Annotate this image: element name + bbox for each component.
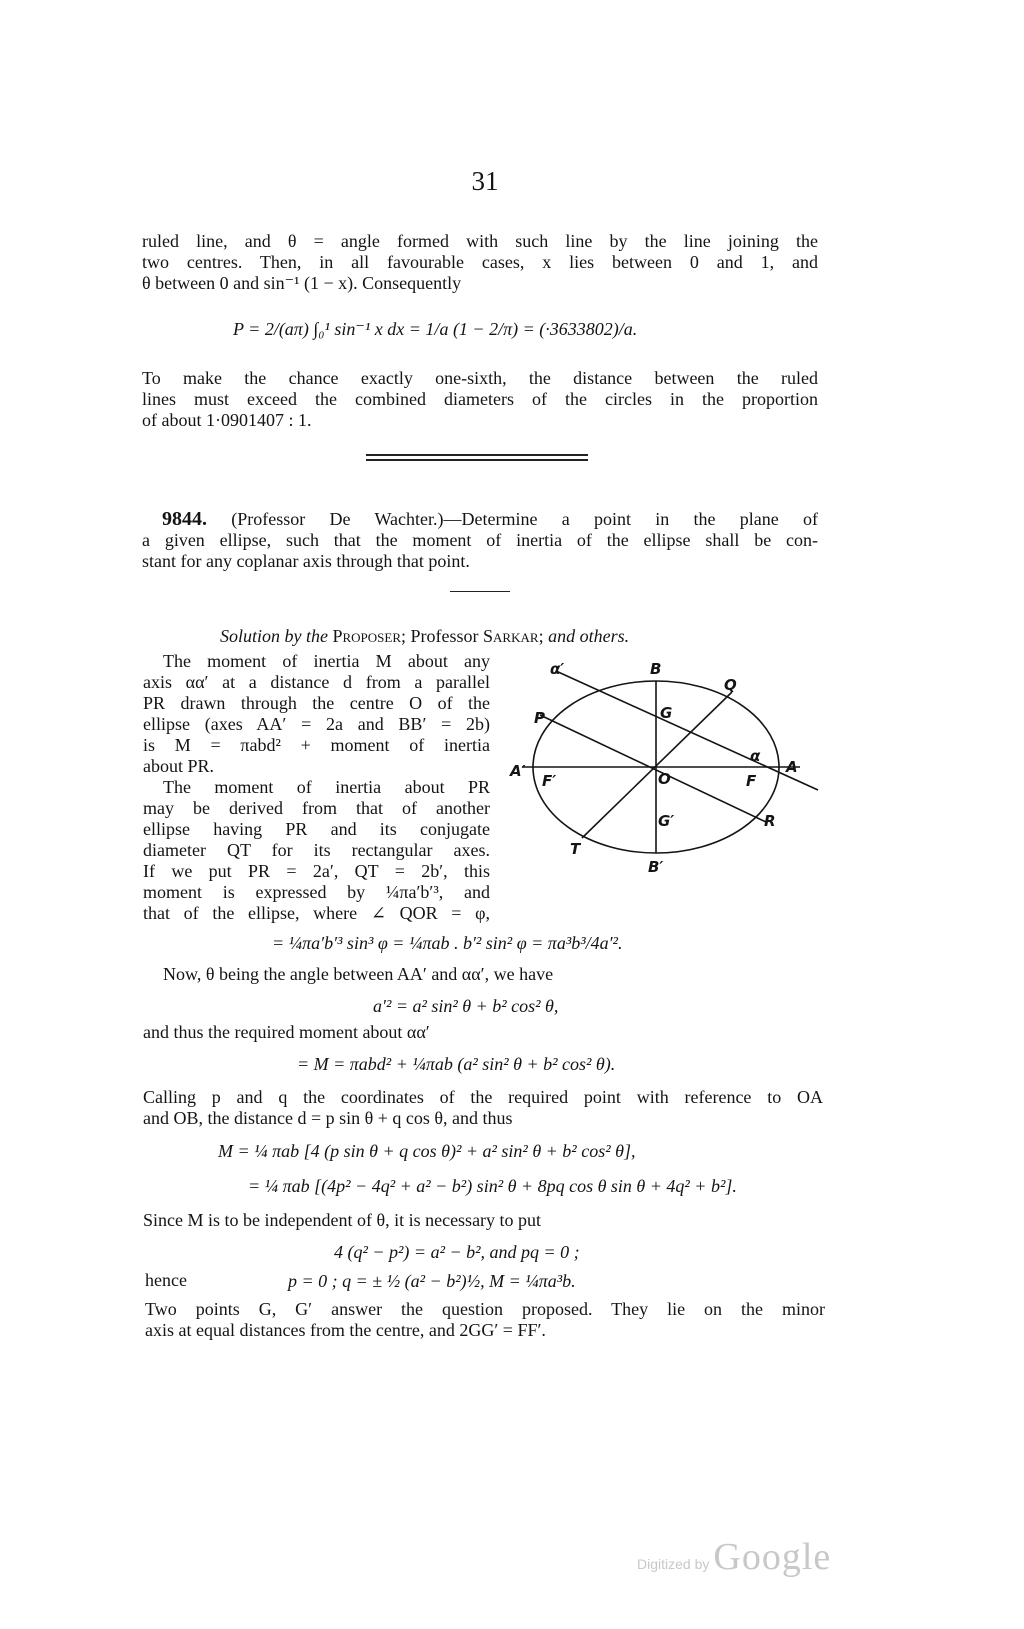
problem-text-1: —Determine a point in the plane of: [443, 509, 819, 529]
hence-text: hence: [145, 1270, 187, 1290]
problem-line-3: stant for any coplanar axis through that point.: [142, 551, 470, 571]
sol-line-13: that of the ellipse, where ∠ QOR = φ,: [143, 903, 490, 923]
label-B-prime: B′: [648, 858, 664, 876]
equation-3: = M = πabd² + ¼πab (a² sin² θ + b² cos² θ).: [297, 1054, 616, 1074]
sol-line-6: about PR.: [143, 756, 215, 776]
label-alpha: α: [750, 747, 761, 765]
axis-alpha-alpha: [556, 671, 818, 790]
label-alpha-prime: α′: [550, 660, 565, 678]
label-F-prime: F′: [542, 772, 557, 790]
equation-5: = ¼ πab [(4p² − 4q² + a² − b²) sin² θ + 8pq cos θ sin θ + 4q² + b²].: [248, 1176, 737, 1196]
now-line: [163, 964, 823, 985]
heading-sep-2: ;: [538, 626, 544, 646]
digitized-watermark: [637, 1535, 831, 1579]
final-line-1: Two points G, G′ answer the question proposed. They lie on the minor: [145, 1299, 825, 1319]
label-B: B: [650, 660, 662, 678]
label-T: T: [570, 840, 581, 858]
sol-line-11: If we put PR = 2a′, QT = 2b′, this: [143, 861, 490, 881]
calling-paragraph: [143, 1087, 823, 1129]
equation-2: a′² = a² sin² θ + b² cos² θ,: [373, 996, 559, 1016]
chance-line-1: To make the chance exactly one-sixth, the distance between the ruled: [142, 368, 818, 388]
final-line-2: axis at equal distances from the centre, and 2GG′ = FF′.: [145, 1320, 546, 1340]
separator-rule-bottom: [366, 459, 588, 461]
ellipse-figure: [500, 648, 830, 880]
label-O: O: [658, 770, 671, 788]
intro-line-3: θ between 0 and sin⁻¹ (1 − x). Consequently: [142, 273, 462, 293]
equation-7: p = 0 ; q = ± ½ (a² − b²)½, M = ¼πa³b.: [288, 1271, 576, 1291]
label-G-prime: G′: [658, 812, 675, 830]
chance-line-2: lines must exceed the combined diameters of the circles in the proportion: [142, 389, 818, 409]
equation-4: M = ¼ πab [4 (p sin θ + q cos θ)² + a² sin² θ + b² cos² θ],: [218, 1141, 636, 1161]
label-A: A: [786, 758, 798, 776]
sol-line-2: axis αα′ at a distance d from a parallel: [143, 672, 490, 692]
label-P: P: [534, 709, 545, 727]
chance-paragraph: [142, 368, 818, 431]
solution-proposer: Proposer: [332, 626, 402, 646]
watermark-small: Digitized by: [637, 1556, 710, 1572]
solution-others: and others.: [548, 626, 630, 646]
thus-line-text: and thus the required moment about αα′: [143, 1022, 430, 1042]
sol-line-3: PR drawn through the centre O of the: [143, 693, 490, 713]
sol-line-4: ellipse (axes AA′ = 2a and BB′ = 2b): [143, 714, 490, 734]
sol-line-8: may be derived from that of another: [143, 798, 490, 818]
intro-line-1: ruled line, and θ = angle formed with such line by the line joining the: [142, 231, 818, 251]
sol-line-5: is M = πabd² + moment of inertia: [143, 735, 490, 755]
intro-line-2: two centres. Then, in all favourable cases, x lies between 0 and 1, and: [142, 252, 818, 272]
sol-line-7: The moment of inertia about PR: [163, 777, 490, 797]
diameter-QT: [582, 692, 732, 838]
problem-line-2: a given ellipse, such that the moment of inertia of the ellipse shall be con-: [142, 530, 818, 550]
equation-6: 4 (q² − p²) = a² − b², and pq = 0 ;: [334, 1242, 580, 1262]
hence-word: [145, 1270, 225, 1291]
separator-rule-top: [366, 454, 588, 456]
thus-line: [143, 1022, 823, 1043]
solution-prof: Professor: [410, 626, 479, 646]
google-logo: Google: [713, 1536, 832, 1578]
heading-sep-1: ;: [401, 626, 407, 646]
solution-sarkar: Sarkar: [483, 626, 539, 646]
solution-by: Solution by the: [220, 626, 328, 646]
sol-line-10: diameter QT for its rectangular axes.: [143, 840, 490, 860]
label-A-prime: A′: [510, 762, 526, 780]
final-paragraph: [145, 1299, 825, 1341]
label-G: G: [660, 704, 673, 722]
solution-heading: [220, 626, 629, 647]
solution-left-column: [143, 651, 490, 924]
intro-paragraph: [142, 231, 818, 294]
since-line-text: Since M is to be independent of θ, it is necessary to put: [143, 1210, 542, 1230]
sol-line-12: moment is expressed by ¼πa′b′³, and: [143, 882, 490, 902]
chance-line-3: of about 1·0901407 : 1.: [142, 410, 312, 430]
label-R: R: [764, 812, 776, 830]
problem-line-1: [142, 509, 818, 530]
page-number: 31: [471, 166, 499, 196]
probability-equation: P = 2/(aπ) ∫₀¹ sin⁻¹ x dx = 1/a (1 − 2/π) = (·3633802)/a.: [233, 319, 638, 339]
label-F: F: [746, 772, 757, 790]
problem-number: 9844.: [162, 508, 207, 530]
equation-1: = ¼πa′b′³ sin³ φ = ¼πab . b′² sin² φ = πa³b³/4a′².: [272, 933, 623, 953]
calling-line-1: Calling p and q the coordinates of the required point with reference to OA: [143, 1087, 823, 1107]
problem-proposer: (Professor De Wachter.): [231, 509, 444, 529]
short-rule: [450, 591, 510, 592]
calling-line-2: and OB, the distance d = p sin θ + q cos θ, and thus: [143, 1108, 513, 1128]
now-line-text: Now, θ being the angle between AA′ and αα′, we have: [163, 964, 554, 984]
sol-line-9: ellipse having PR and its conjugate: [143, 819, 490, 839]
sol-line-1: The moment of inertia M about any: [163, 651, 490, 671]
label-Q: Q: [724, 676, 737, 694]
problem-statement: [142, 509, 818, 572]
since-line: [143, 1210, 823, 1231]
